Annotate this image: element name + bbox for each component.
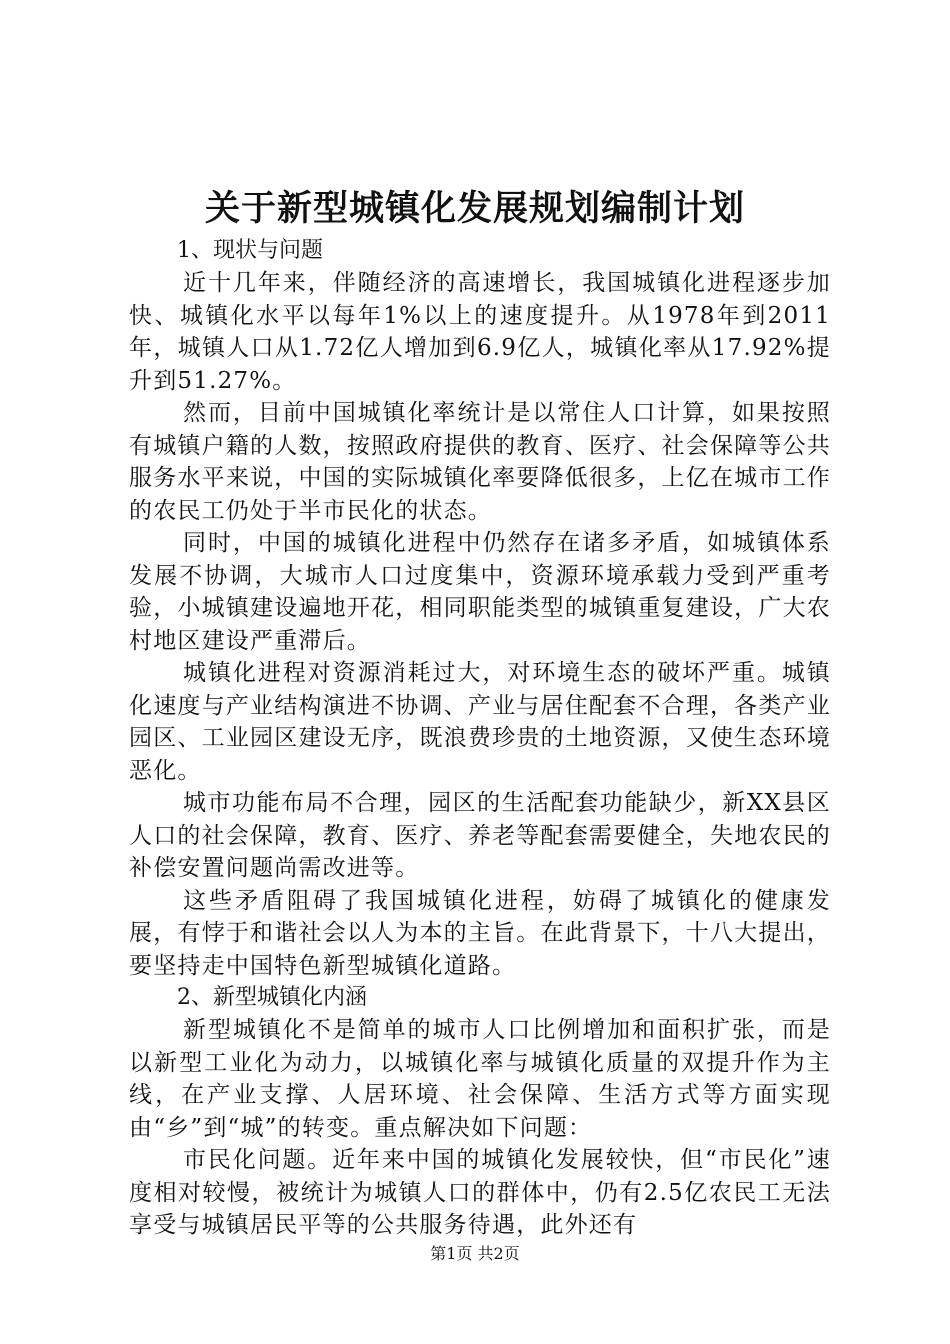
document-body — [129, 235, 831, 1242]
paragraph: 然而，目前中国城镇化率统计是以常住人口计算，如果按照有城镇户籍的人数，按照政府提供的教育、医疗、社会保障等公共服务水平来说，中国的实际城镇化率要降低很多，上亿在城市工作的农民工仍处于半市民化的状态。 — [129, 400, 831, 524]
paragraph: 城镇化进程对资源消耗过大，对环境生态的破坏严重。城镇化速度与产业结构演进不协调、产业与居住配套不合理，各类产业园区、工业园区建设无序，既浪费珍贵的土地资源，又使生态环境恶化。 — [129, 660, 831, 784]
paragraph: 城市功能布局不合理，园区的生活配套功能缺少，新XX县区人口的社会保障，教育、医疗、养老等配套需要健全，失地农民的补偿安置问题尚需改进等。 — [129, 790, 831, 881]
page-footer: 第1页 共2页 — [430, 1244, 520, 1263]
section-heading-1: 1、现状与问题 — [177, 238, 323, 263]
paragraph: 新型城镇化不是简单的城市人口比例增加和面积扩张，而是以新型工业化为动力，以城镇化率与城镇化质量的双提升作为主线，在产业支撑、人居环境、社会保障、生活方式等方面实现由“乡”到“城”的转变。重点解决如下问题： — [129, 1017, 831, 1141]
paragraph: 市民化问题。近年来中国的城镇化发展较快，但“市民化”速度相对较慢，被统计为城镇人口的群体中，仍有2.5亿农民工无法享受与城镇居民平等的公共服务待遇，此外还有 — [129, 1147, 831, 1238]
section-heading-2: 2、新型城镇化内涵 — [177, 985, 367, 1010]
paragraph: 这些矛盾阻碍了我国城镇化进程，妨碍了城镇化的健康发展，有悖于和谐社会以人为本的主旨。在此背景下，十八大提出，要坚持走中国特色新型城镇化道路。 — [129, 887, 831, 979]
paragraph: 同时，中国的城镇化进程中仍然存在诸多矛盾，如城镇体系发展不协调，大城市人口过度集中，资源环境承载力受到严重考验，小城镇建设遍地开花，相同职能类型的城镇重复建设，广大农村地区建设严重滞后。 — [129, 530, 831, 654]
paragraph: 近十几年来，伴随经济的高速增长，我国城镇化进程逐步加快、城镇化水平以每年1%以上的速度提升。从1978年到2011年，城镇人口从1.72亿人增加到6.9亿人，城镇化率从17.92%提升到51.27%。 — [129, 270, 831, 394]
document-title: 关于新型城镇化发展规划编制计划 — [204, 188, 745, 229]
